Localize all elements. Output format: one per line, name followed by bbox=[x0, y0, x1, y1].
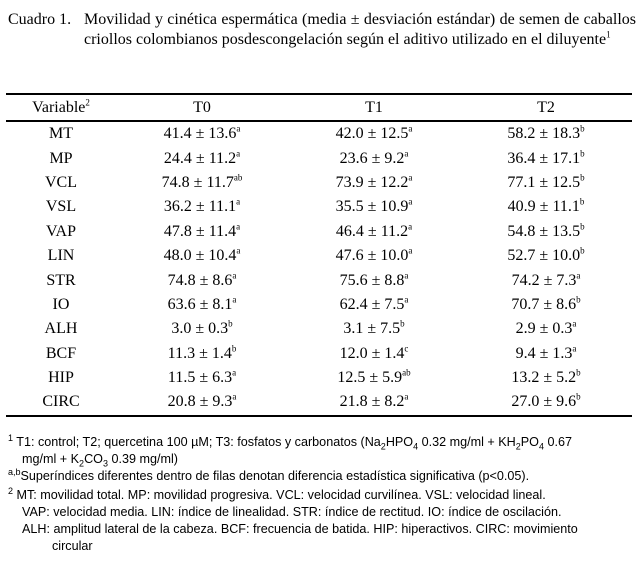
row-variable: VCL bbox=[45, 173, 77, 191]
table-cell: 2.9 ± 0.3$^a$ bbox=[515, 318, 577, 338]
table-cell: 40.9 ± 11.1$^b$ bbox=[507, 197, 585, 216]
table-cell: 70.7 ± 8.6$^b$ bbox=[511, 294, 581, 313]
header-variable: Variable$^2$ bbox=[32, 97, 90, 116]
header-t0: T0 bbox=[193, 98, 211, 116]
table-row bbox=[6, 146, 632, 170]
table-cell: 24.4 ± 11.2$^a$ bbox=[163, 148, 241, 167]
table-cell: 73.9 ± 12.2$^a$ bbox=[335, 172, 413, 191]
table-row bbox=[6, 220, 632, 244]
caption-label: Cuadro 1. bbox=[8, 11, 72, 28]
row-variable: HIP bbox=[48, 369, 74, 387]
table-cell: 20.8 ± 9.3$^a$ bbox=[116, 390, 288, 415]
table-row bbox=[6, 268, 632, 292]
table-cell: 11.3 ± 1.4$^b$ bbox=[167, 343, 237, 362]
table-cell: 11.5 ± 6.3$^a$ bbox=[167, 367, 237, 387]
table-row bbox=[6, 244, 632, 268]
table-cell: 74.8 ± 11.7$^{ab}$ bbox=[161, 172, 243, 191]
header-t2: T2 bbox=[537, 98, 555, 116]
row-variable: IO bbox=[52, 295, 70, 313]
table-cell: 35.5 ± 10.9$^a$ bbox=[335, 197, 413, 216]
table-cell: 47.6 ± 10.0$^a$ bbox=[335, 245, 413, 265]
table-row bbox=[6, 342, 632, 366]
table-cell: 36.2 ± 11.1$^a$ bbox=[163, 197, 241, 216]
footnote-1-cont: $mg/ml + K_2CO_3$ 0.39 mg/ml) bbox=[22, 452, 178, 469]
table-cell: 27.0 ± 9.6$^b$ bbox=[460, 390, 632, 415]
table-cell: 75.6 ± 8.8$^a$ bbox=[339, 270, 409, 289]
header-t1: T1 bbox=[365, 98, 383, 116]
table-cell: 63.6 ± 8.1$^a$ bbox=[167, 294, 237, 313]
table-row bbox=[6, 121, 632, 146]
table-cell: 21.8 ± 8.2$^a$ bbox=[288, 390, 460, 415]
table-row bbox=[6, 366, 632, 390]
footnote-ab: $^{a,b}$Superíndices diferentes dentro de filas denotan diferencia estadística significativa (p<0.05). bbox=[8, 466, 530, 483]
table-cell: 42.0 ± 12.5$^a$ bbox=[335, 123, 413, 143]
footnote-2-line4: circular bbox=[52, 539, 93, 553]
table-cell: 47.8 ± 11.4$^a$ bbox=[163, 221, 241, 240]
table-cell: 54.8 ± 13.5$^b$ bbox=[507, 221, 585, 240]
caption-text bbox=[84, 10, 636, 50]
table-cell: 9.4 ± 1.3$^a$ bbox=[515, 343, 577, 362]
footnote-2-line3: ALH: amplitud lateral de la cabeza. BCF: frecuencia de batida. HIP: hiperactivos. CIRC: movimiento bbox=[22, 522, 578, 536]
table-cell: 77.1 ± 12.5$^b$ bbox=[507, 172, 585, 191]
caption-footnote-ref: 1 bbox=[606, 29, 611, 40]
table-cell: 3.0 ± 0.3$^b$ bbox=[171, 318, 233, 338]
table-cell: 58.2 ± 18.3$^b$ bbox=[507, 123, 585, 143]
row-variable: LIN bbox=[47, 247, 75, 265]
table-cell: 13.2 ± 5.2$^b$ bbox=[511, 367, 581, 387]
table-cell: 74.8 ± 8.6$^a$ bbox=[167, 270, 237, 289]
table-cell: 62.4 ± 7.5$^a$ bbox=[339, 294, 409, 313]
row-variable: MP bbox=[49, 149, 73, 167]
row-variable: CIRC bbox=[6, 390, 116, 415]
table-cell: 36.4 ± 17.1$^b$ bbox=[507, 148, 585, 167]
results-table bbox=[6, 93, 632, 417]
row-variable: VSL bbox=[45, 198, 77, 216]
footnote-2: $^2$ MT: movilidad total. MP: movilidad progresiva. VCL: velocidad curvilínea. VSL: velocidad lineal. bbox=[8, 485, 546, 502]
row-variable: ALH bbox=[44, 320, 78, 338]
footnote-1: $^1$ T1: control; T2; quercetina 100 µM; T3: fosfatos y carbonatos ($Na_2HPO_4$ 0.32 $mg/ml + KH_2PO_4$ 0.67 bbox=[8, 432, 573, 452]
row-variable: BCF bbox=[45, 344, 77, 362]
caption-body: Movilidad y cinética espermática (media ± desviación estándar) de semen de caballos criollos colombianos posdescongelación según el aditivo utilizado en el diluyente bbox=[84, 11, 636, 48]
table-row bbox=[6, 293, 632, 317]
table-row bbox=[6, 195, 632, 219]
table-cell: 52.7 ± 10.0$^b$ bbox=[507, 245, 585, 265]
table-cell: 12.5 ± 5.9$^{ab}$ bbox=[337, 367, 411, 387]
footnote-2-line2: VAP: velocidad media. LIN: índice de linealidad. STR: índice de rectitud. IO: índice de oscilación. bbox=[22, 505, 562, 519]
table-cell: 3.1 ± 7.5$^b$ bbox=[343, 318, 405, 338]
row-variable: MT bbox=[49, 125, 73, 143]
table-row bbox=[6, 390, 632, 415]
row-variable: STR bbox=[46, 271, 76, 289]
table-body bbox=[6, 121, 632, 416]
table-cell: 46.4 ± 11.2$^a$ bbox=[335, 221, 413, 240]
table-row bbox=[6, 317, 632, 341]
table-cell: 48.0 ± 10.4$^a$ bbox=[163, 245, 241, 265]
table-cell: 12.0 ± 1.4$^c$ bbox=[339, 343, 409, 362]
table-row bbox=[6, 171, 632, 195]
table-cell: 41.4 ± 13.6$^a$ bbox=[163, 123, 241, 143]
table-cell: 74.2 ± 7.3$^a$ bbox=[511, 270, 581, 289]
table-cell: 23.6 ± 9.2$^a$ bbox=[339, 148, 409, 167]
row-variable: VAP bbox=[46, 222, 76, 240]
table-footnotes bbox=[8, 434, 634, 555]
table-header-row bbox=[6, 94, 632, 121]
